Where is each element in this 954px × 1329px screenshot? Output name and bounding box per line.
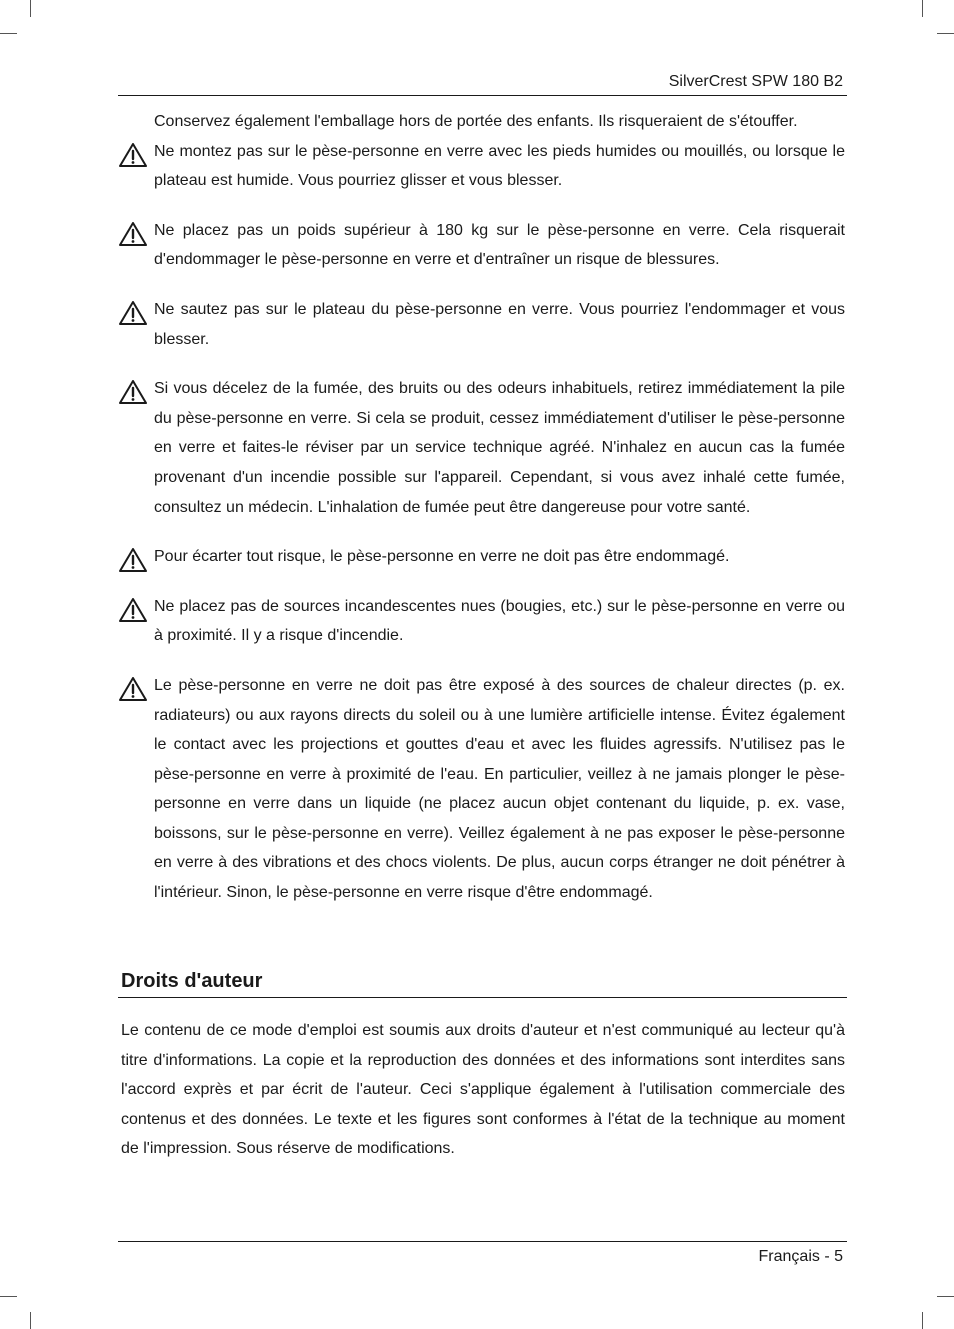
crop-mark [922,1312,923,1329]
warning-text: Pour écarter tout risque, le pèse-personne en verre ne doit pas être endommagé. [154,548,730,566]
warning-triangle-icon [118,142,148,168]
crop-mark [937,1296,954,1297]
warning-item [118,542,845,572]
warning-triangle-icon [118,676,148,702]
warning-triangle-icon [118,300,148,326]
crop-mark [922,0,923,17]
crop-mark [937,33,954,34]
section-heading: Droits d'auteur [121,970,263,992]
warning-item [118,295,845,354]
warning-text: Ne sautez pas sur le plateau du pèse-personne en verre. Vous pourriez l'endommager et vous blesser. [154,300,845,348]
crop-mark [0,1296,17,1297]
warning-item [118,671,845,908]
copyright-paragraph: Le contenu de ce mode d'emploi est soumis aux droits d'auteur et n'est communiqué au lecteur qu'à titre d'informations. La copie et la reproduction des données et des informations sont interdites sans l'accord exprès et par écrit de l'auteur. Ceci s'applique également à l'utilisation commerciale des contenus et des données. Le texte et les figures sont conformes à l'état de la technique au moment de l'impression. Sous réserve de modifications. [121,1022,845,1158]
warning-intro [118,107,845,137]
header-rule [118,95,847,96]
warning-text: Si vous décelez de la fumée, des bruits ou des odeurs inhabituels, retirez immédiatement la pile du pèse-personne en verre. Si cela se produit, cessez immédiatement d'utiliser le pèse-personne en verre et faites-le réviser par un service technique agréé. N'inhalez en aucun cas la fumée provenant d'un incendie possible sur l'appareil. Cependant, si vous avez inhalé cette fumée, consultez un médecin. L'inhalation de fumée peut être dangereuse pour votre santé. [154,380,845,516]
warning-text: Ne placez pas de sources incandescentes nues (bougies, etc.) sur le pèse-personne en verre ou à proximité. Il y a risque d'incendie. [154,597,845,645]
warning-item [118,592,845,651]
section-rule [118,997,847,998]
warning-triangle-icon [118,221,148,247]
footer-rule [118,1241,847,1242]
warning-item [118,216,845,275]
warning-triangle-icon [118,379,148,405]
warning-text: Ne placez pas un poids supérieur à 180 kg sur le pèse-personne en verre. Cela risquerait d'endommager le pèse-personne en verre et d'entraîner un risque de blessures. [154,221,845,269]
warning-triangle-icon [118,597,148,623]
page-number: Français - 5 [758,1248,843,1265]
safety-warnings [118,107,845,928]
crop-mark [0,33,17,34]
warning-text: Le pèse-personne en verre ne doit pas être exposé à des sources de chaleur directes (p. ex. radiateurs) ou aux rayons directs du soleil ou à une lumière artificielle intense. Évitez également le contact avec les projections et gouttes d'eau et avec les fluides agressifs. N'utilisez pas le pèse-personne en verre à proximité de l'eau. En particulier, veillez à ne jamais plonger le pèse-personne en verre dans un liquide (ne placez aucun objet contenant du liquide, p. ex. vase, boissons, sur le pèse-personne en verre). Veillez également à ne pas exposer le pèse-personne en verre à des vibrations et des chocs violents. De plus, aucun corps étranger ne doit pénétrer à l'intérieur. Sinon, le pèse-personne en verre risque d'être endommagé. [154,676,845,902]
warning-item [118,374,845,522]
warning-triangle-icon [118,547,148,573]
warning-text: Ne montez pas sur le pèse-personne en verre avec les pieds humides ou mouillés, ou lorsque le plateau est humide. Vous pourriez glisser et vous blesser. [154,142,845,190]
warning-item [118,137,845,196]
crop-mark [30,0,31,17]
crop-mark [30,1312,31,1329]
warning-intro-text: Conservez également l'emballage hors de portée des enfants. Ils risqueraient de s'étouffer. [154,113,798,130]
header-title: SilverCrest SPW 180 B2 [668,73,843,90]
